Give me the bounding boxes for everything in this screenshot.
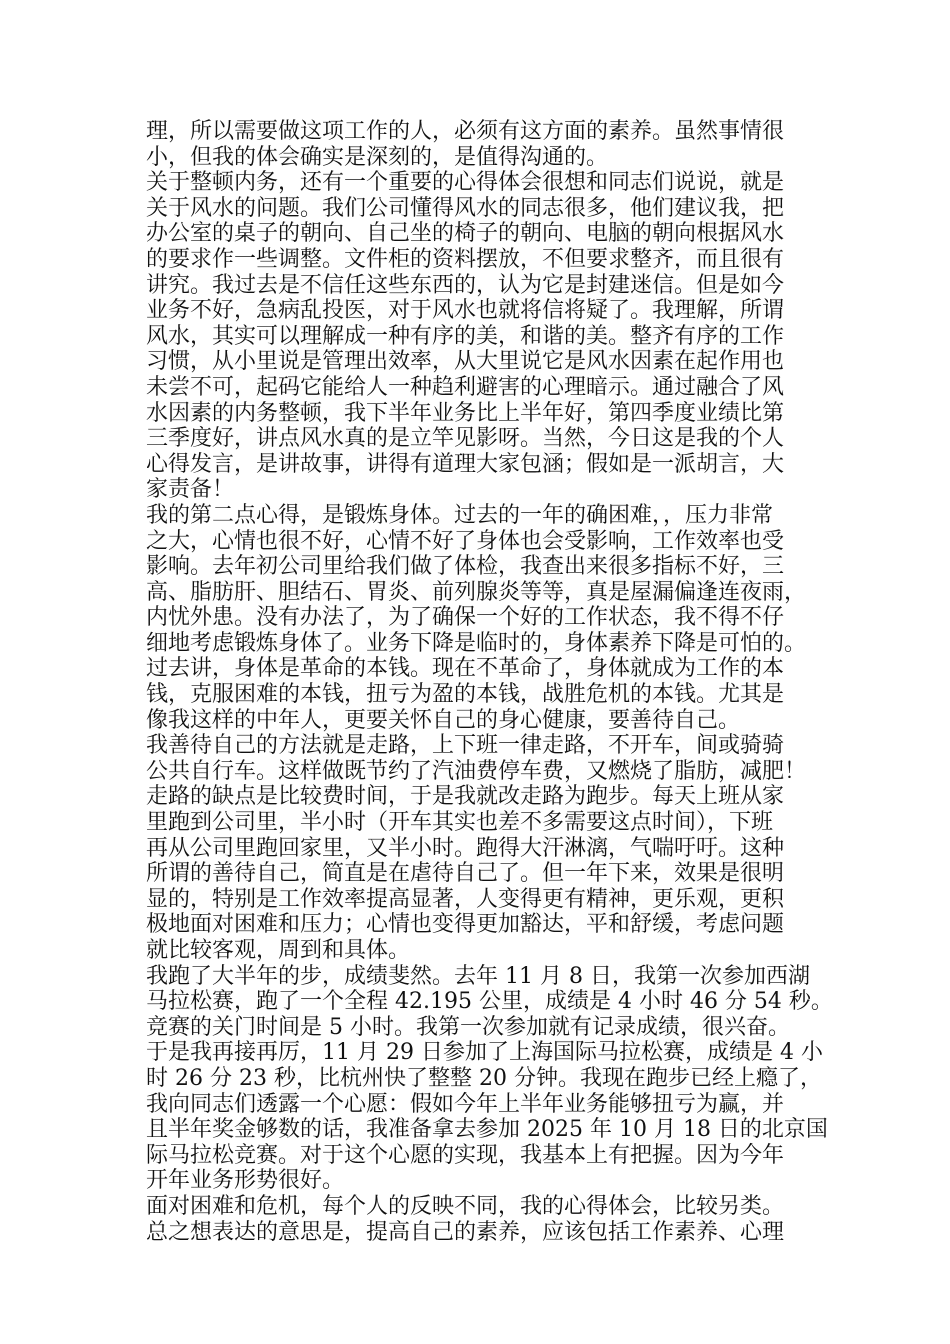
text-line: 未尝不可，起码它能给人一种趋利避害的心理暗示。通过融合了风 — [146, 374, 785, 400]
text-line: 影响。去年初公司里给我们做了体检，我查出来很多指标不好，三 — [146, 554, 785, 580]
text-line: 里跑到公司里，半小时（开车其实也差不多需要这点时间），下班 — [146, 810, 774, 836]
text-line: 之大，心情也很不好，心情不好了身体也会受影响，工作效率也受 — [146, 528, 785, 554]
text-line: 际马拉松竞赛。对于这个心愿的实现，我基本上有把握。因为今年 — [146, 1142, 785, 1168]
text-line: 业务不好，急病乱投医，对于风水也就将信将疑了。我理解，所谓 — [146, 298, 785, 324]
text-line: 习惯，从小里说是管理出效率，从大里说它是风水因素在起作用也 — [146, 349, 785, 375]
text-line: 再从公司里跑回家里，又半小时。跑得大汗淋漓，气喘吁吁。这种 — [146, 835, 785, 861]
text-line: 开年业务形势很好。 — [146, 1168, 345, 1194]
text-line: 理，所以需要做这项工作的人，必须有这方面的素养。虽然事情很 — [146, 119, 785, 144]
text-line: 显的，特别是工作效率提高显著，人变得更有精神，更乐观，更积 — [146, 886, 785, 912]
text-line: 像我这样的中年人，更要关怀自己的身心健康，要善待自己。 — [146, 707, 741, 733]
text-line: 我跑了大半年的步，成绩斐然。去年 11 月 8 日，我第一次参加西湖 — [146, 963, 810, 989]
text-line: 关于风水的问题。我们公司懂得风水的同志很多，他们建议我，把 — [146, 195, 785, 221]
text-line: 过去讲，身体是革命的本钱。现在不革命了，身体就成为工作的本 — [146, 656, 785, 682]
text-line: 于是我再接再厉，11 月 29 日参加了上海国际马拉松赛，成绩是 4 小 — [146, 1040, 823, 1066]
text-line: 办公室的桌子的朝向、自己坐的椅子的朝向、电脑的朝向根据风水 — [146, 221, 785, 247]
text-line: 风水，其实可以理解成一种有序的美，和谐的美。整齐有序的工作 — [146, 323, 785, 349]
text-line: 竞赛的关门时间是 5 小时。我第一次参加就有记录成绩，很兴奋。 — [146, 1014, 790, 1040]
text-line: 的要求作一些调整。文件柜的资料摆放，不但要求整齐，而且很有 — [146, 246, 785, 272]
text-line: 走路的缺点是比较费时间，于是我就改走路为跑步。每天上班从家 — [146, 784, 785, 810]
text-line: 公共自行车。这样做既节约了汽油费停车费，又燃烧了脂肪，减肥！ — [146, 758, 807, 784]
text-line: 所谓的善待自己，简直是在虐待自己了。但一年下来，效果是很明 — [146, 861, 785, 887]
text-line: 心得发言，是讲故事，讲得有道理大家包涵；假如是一派胡言，大 — [146, 451, 785, 477]
text-line: 且半年奖金够数的话，我准备拿去参加 2025 年 10 月 18 日的北京国 — [146, 1117, 828, 1143]
text-line: 家责备！ — [146, 477, 235, 503]
text-line: 时 26 分 23 秒，比杭州快了整整 20 分钟。我现在跑步已经上瘾了， — [146, 1065, 822, 1091]
text-line: 总之想表达的意思是，提高自己的素养，应该包括工作素养、心理 — [146, 1219, 785, 1245]
text-line: 小，但我的体会确实是深刻的，是值得沟通的。 — [146, 144, 609, 170]
text-line: 内忧外患。没有办法了，为了确保一个好的工作状态，我不得不仔 — [146, 605, 785, 631]
text-line: 就比较客观，周到和具体。 — [146, 938, 411, 963]
text-line: 关于整顿内务，还有一个重要的心得体会很想和同志们说说，就是 — [146, 170, 785, 196]
body-text — [146, 119, 833, 1245]
text-line: 极地面对困难和压力；心情也变得更加豁达，平和舒缓，考虑问题 — [146, 912, 785, 938]
text-line: 马拉松赛，跑了一个全程 42.195 公里，成绩是 4 小时 46 分 54 秒。 — [146, 989, 833, 1015]
text-line: 三季度好，讲点风水真的是立竿见影呀。当然，今日这是我的个人 — [146, 426, 785, 452]
text-line: 高、脂肪肝、胆结石、胃炎、前列腺炎等等，真是屋漏偏逢连夜雨， — [146, 579, 807, 605]
text-line: 我的第二点心得，是锻炼身体。过去的一年的确困难，，压力非常 — [146, 502, 774, 528]
text-line: 水因素的内务整顿，我下半年业务比上半年好，第四季度业绩比第 — [146, 400, 785, 426]
text-line: 我善待自己的方法就是走路，上下班一律走路，不开车，间或骑骑 — [146, 733, 785, 759]
text-line: 细地考虑锻炼身体了。业务下降是临时的，身体素养下降是可怕的。 — [146, 630, 807, 656]
text-line: 我向同志们透露一个心愿：假如今年上半年业务能够扭亏为赢，并 — [146, 1091, 785, 1117]
text-line: 面对困难和危机，每个人的反映不同，我的心得体会，比较另类。 — [146, 1193, 785, 1219]
text-line: 讲究。我过去是不信任这些东西的，认为它是封建迷信。但是如今 — [146, 272, 785, 298]
text-line: 钱，克服困难的本钱，扭亏为盈的本钱，战胜危机的本钱。尤其是 — [146, 682, 785, 708]
